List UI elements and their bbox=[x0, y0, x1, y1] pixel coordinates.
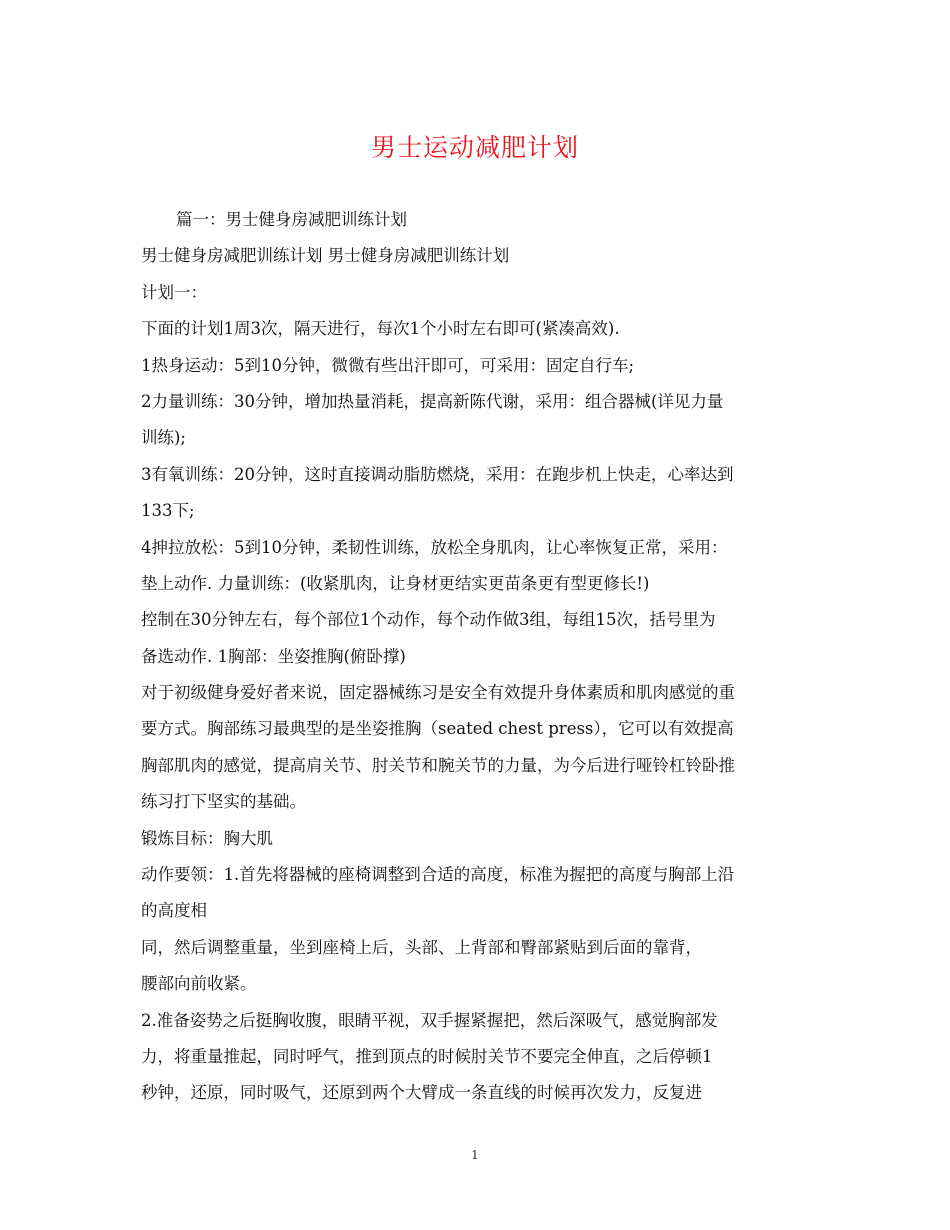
document-title: 男士运动减肥计划 bbox=[370, 133, 579, 162]
paragraph-line: 4抻拉放松：5到10分钟，柔韧性训练，放松全身肌肉，让心率恢复正常，采用： bbox=[141, 537, 728, 557]
paragraph-line: 同，然后调整重量，坐到座椅上后，头部、上背部和臀部紧贴到后面的靠背， bbox=[141, 937, 702, 957]
paragraph-line: 下面的计划1周3次，隔天进行，每次1个小时左右即可(紧凑高效). bbox=[141, 319, 620, 339]
paragraph-line: 锻炼目标：胸大肌 bbox=[141, 828, 273, 848]
paragraph-line: 133下; bbox=[141, 501, 195, 521]
paragraph-line: 2力量训练：30分钟，增加热量消耗，提高新陈代谢，采用：组合器械(详见力量 bbox=[141, 391, 724, 411]
paragraph-line: 计划一： bbox=[141, 282, 207, 302]
paragraph-line: 力，将重量推起，同时呼气，推到顶点的时候肘关节不要完全伸直，之后停顿1 bbox=[141, 1046, 713, 1066]
paragraph-line: 1热身运动：5到10分钟，微微有些出汗即可，可采用：固定自行车; bbox=[141, 355, 635, 375]
paragraph-line: 对于初级健身爱好者来说，固定器械练习是安全有效提升身体素质和肌肉感觉的重 bbox=[141, 683, 735, 703]
paragraph-line: 篇一：男士健身房减肥训练计划 bbox=[176, 210, 407, 229]
paragraph-line: 要方式。胸部练习最典型的是坐姿推胸（seated chest press），它可以有效提高 bbox=[141, 719, 734, 739]
paragraph-line: 的高度相 bbox=[141, 901, 207, 921]
paragraph-line: 练习打下坚实的基础。 bbox=[141, 792, 306, 812]
paragraph-line: 垫上动作. 力量训练：(收紧肌肉，让身材更结实更苗条更有型更修长!) bbox=[141, 573, 650, 593]
document-body bbox=[141, 202, 821, 1112]
paragraph-line: 备选动作. 1胸部：坐姿推胸(俯卧撑) bbox=[141, 646, 406, 666]
page-number: 1 bbox=[471, 1148, 479, 1162]
paragraph-line: 3有氧训练：20分钟，这时直接调动脂肪燃烧，采用：在跑步机上快走，心率达到 bbox=[141, 464, 734, 484]
paragraph-line: 2.准备姿势之后挺胸收腹，眼睛平视，双手握紧握把，然后深吸气，感觉胸部发 bbox=[141, 1010, 718, 1030]
paragraph-line: 男士健身房减肥训练计划 男士健身房减肥训练计划 bbox=[141, 246, 510, 266]
paragraph-line: 训练); bbox=[141, 428, 186, 448]
paragraph-line: 控制在30分钟左右，每个部位1个动作，每个动作做3组，每组15次，括号里为 bbox=[141, 610, 716, 630]
paragraph-line: 动作要领：1.首先将器械的座椅调整到合适的高度，标准为握把的高度与胸部上沿 bbox=[141, 865, 735, 885]
paragraph-line: 秒钟，还原，同时吸气，还原到两个大臂成一条直线的时候再次发力，反复进 bbox=[141, 1083, 702, 1103]
paragraph-line: 腰部向前收紧。 bbox=[141, 974, 257, 994]
paragraph-line: 胸部肌肉的感觉，提高肩关节、肘关节和腕关节的力量，为今后进行哑铃杠铃卧推 bbox=[141, 755, 735, 775]
